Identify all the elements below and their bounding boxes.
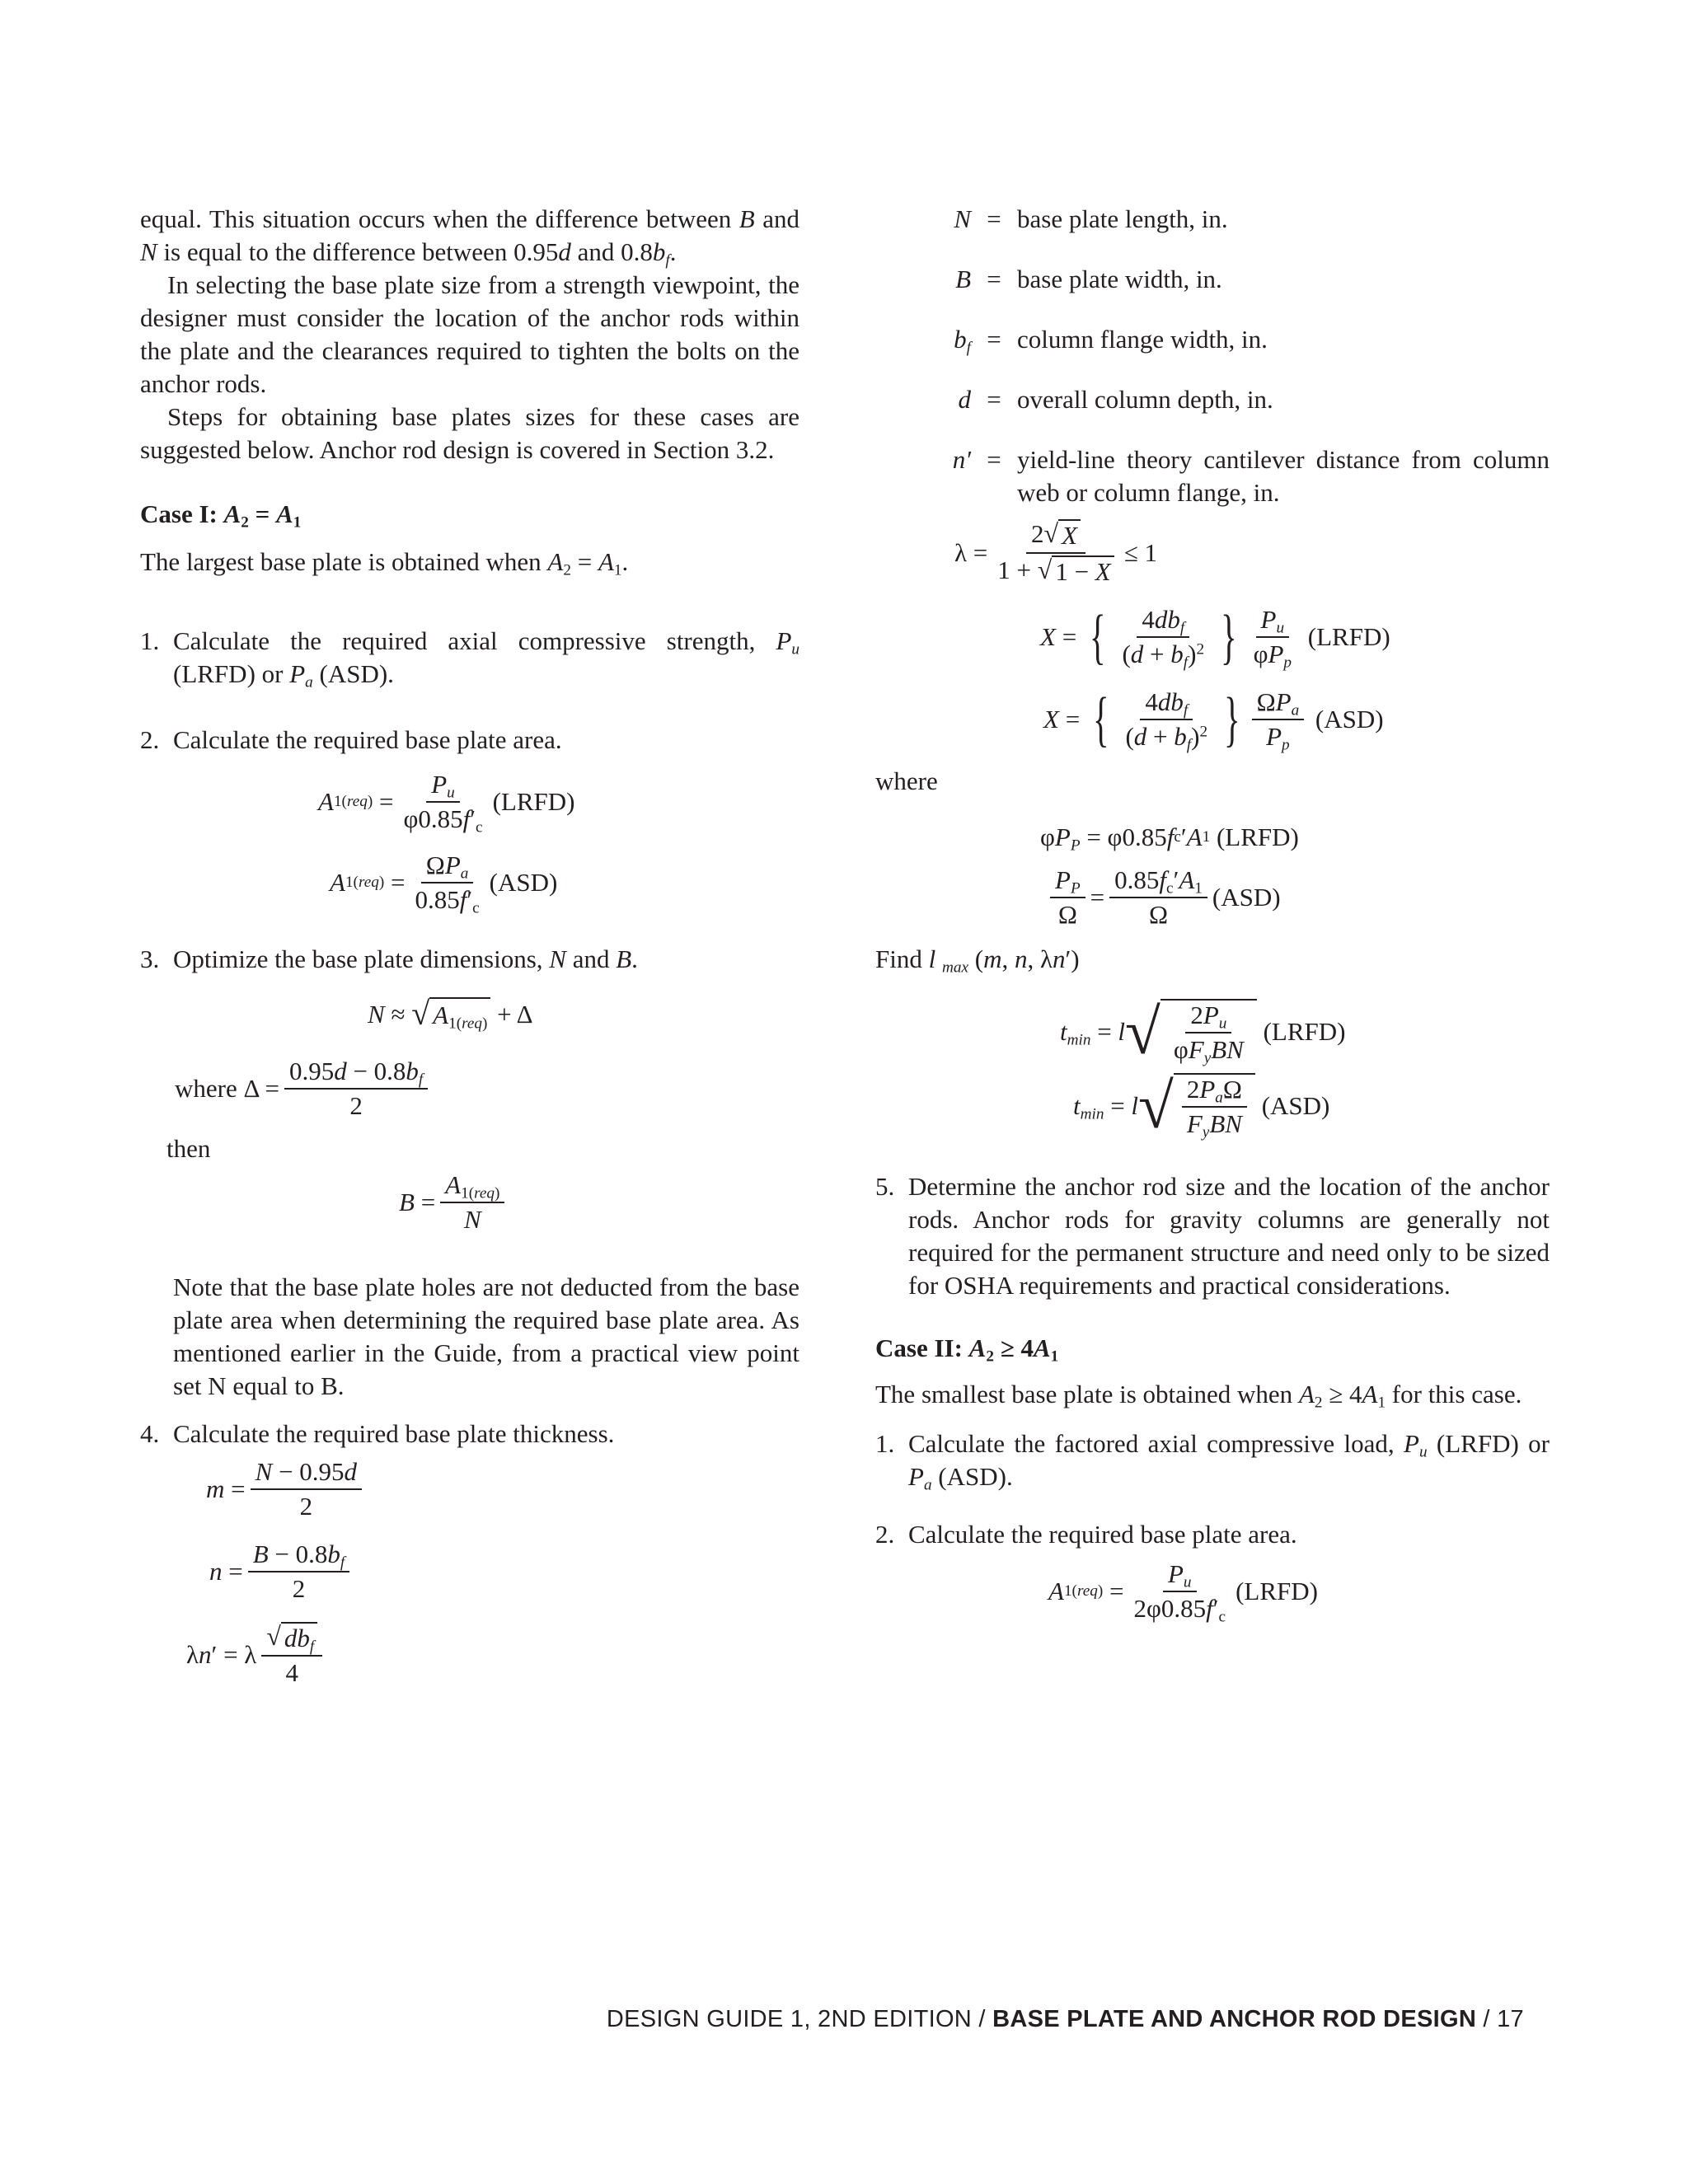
list-item-3: 3. Optimize the base plate dimensions, N and B. <box>140 944 638 973</box>
then-label: then <box>166 1134 211 1163</box>
paragraph-note: Note that the base plate holes are not deducted from the base plate area when determining the required base plate area. As mentioned earlier in the Guide, from a practical view point set N equal to B. <box>173 1272 799 1400</box>
equation-m: m = $\frac{N - 0.95d}{2}$ <box>206 1457 799 1521</box>
left-column <box>140 203 799 1688</box>
equation-tmin-asd: $t_{min}$ = l √ $\frac{2P_a\Omega}{F_yBN}$ (ASD) <box>1073 1070 1330 1141</box>
case1-heading: Case I: $A_2 = A_1$ <box>140 499 302 532</box>
footer-title: BASE PLATE AND ANCHOR ROD DESIGN <box>992 2006 1477 2032</box>
definitions-list <box>925 203 1550 509</box>
paragraph-selecting: In selecting the base plate size from a strength viewpoint, the designer must consider the location of the anchor rods within the plate and the clearances required to tighten the bolts on the anchor rods. <box>140 270 799 398</box>
equation-lambda-n: λ n ′ = λ √ $db_f$ 4 <box>186 1622 799 1688</box>
right-column <box>875 203 1550 1624</box>
where-label: where <box>875 766 938 795</box>
equation-phi-pp: φ $P_P$ = φ0.85 f c ′ A 1 (LRFD) <box>1040 823 1299 855</box>
list-item-5: 5. Determine the anchor rod size and the location of the anchor rods. Anchor rods for gravity columns are generally not required for the permanent structure and need only to be sized for OSHA requirements and practical considerations. <box>875 1172 1550 1300</box>
list-item-4: 4. Calculate the required base plate thickness. <box>140 1419 615 1448</box>
equation-delta: where Δ = $\frac{0.95d - 0.8b_f}{2}$ <box>175 1057 799 1121</box>
footer-prefix: DESIGN GUIDE 1, 2ND EDITION / <box>606 2006 993 2032</box>
case2-heading: Case II: $A_2 \ge 4A_1$ <box>875 1333 1059 1366</box>
equation-a1req-case2: A 1(req) = $\frac{P_u}{2\varphi 0.85f'_c}$ (LRFD) <box>1048 1559 1318 1626</box>
equation-tmin-lrfd: $t_{min}$ = l √ $\frac{2P_u}{\varphi F_yBN}$ (LRFD) <box>1060 996 1346 1067</box>
equation-lambda: λ = 2 √ X 1 + √ 1 − X ≤ 1 <box>954 518 1157 586</box>
definition-d: d = overall column depth, in. <box>958 385 1273 414</box>
footer-page-number: / 17 <box>1476 2006 1524 2032</box>
definition-n-prime: n′ = yield-line theory cantilever distance from column web or column flange, in. <box>952 445 1550 507</box>
case2-list-item-1: 1. Calculate the factored axial compressive load, $P_u$ (LRFD) or $P_a$ (ASD). <box>875 1429 1550 1494</box>
equation-a1req-asd: A 1(req) = $\frac{\Omega P_a}{0.85f'_c}$ (ASD) <box>330 851 558 917</box>
equation-pp-omega: $\frac{P_P}{\Omega}$ = $\frac{0.85f_c'A_1}{\Omega}$ (ASD) <box>1045 865 1550 930</box>
definition-b: B = base plate width, in. <box>955 265 1222 293</box>
equation-x-asd: X = { $\frac{4db_f}{(d + b_f)^2}$ } $\frac{\Omega P_a}{P_p}$ (ASD) <box>1043 686 1384 754</box>
case1-intro: The largest base plate is obtained when $A_2 = A_1$. <box>140 547 629 579</box>
definition-n: N = base plate length, in. <box>954 204 1228 233</box>
case2-intro: The smallest base plate is obtained when $A_2 \ge 4A_1$ for this case. <box>875 1380 1522 1412</box>
equation-a1req-lrfd: A 1(req) = $\frac{P_u}{\varphi 0.85f'_c}$ (LRFD) <box>318 770 575 837</box>
case2-list-item-2: 2. Calculate the required base plate area. <box>875 1520 1297 1549</box>
equation-n-approx: N ≈ √ $A_{1(req)}$ + Δ <box>368 995 533 1033</box>
find-l-max: Find l $_{max}$ (m, n, λn′) <box>875 944 1080 977</box>
paragraph-equal: equal. This situation occurs when the difference between B and N is equal to the difference between 0.95d and $0.8b_f$. <box>140 204 799 269</box>
paragraph-steps: Steps for obtaining base plates sizes for these cases are suggested below. Anchor rod design is covered in Section 3.2. <box>140 402 799 464</box>
page-footer <box>606 2006 1524 2033</box>
definition-bf: $b_f$ = column flange width, in. <box>954 325 1268 357</box>
list-item-1: 1. Calculate the required axial compressive strength, $P_u$ (LRFD) or $P_a$ (ASD). <box>140 626 799 691</box>
list-item-2: 2. Calculate the required base plate area. <box>140 725 562 754</box>
equation-b: B = $\frac{A_{1(req)}}{N}$ <box>399 1170 799 1235</box>
equation-n: n = $\frac{B - 0.8b_f}{2}$ <box>209 1540 799 1604</box>
equation-x-lrfd: X = { $\frac{4db_f}{(d + b_f)^2}$ } $\frac{P_u}{\varphi P_p}$ (LRFD) <box>1040 603 1390 672</box>
